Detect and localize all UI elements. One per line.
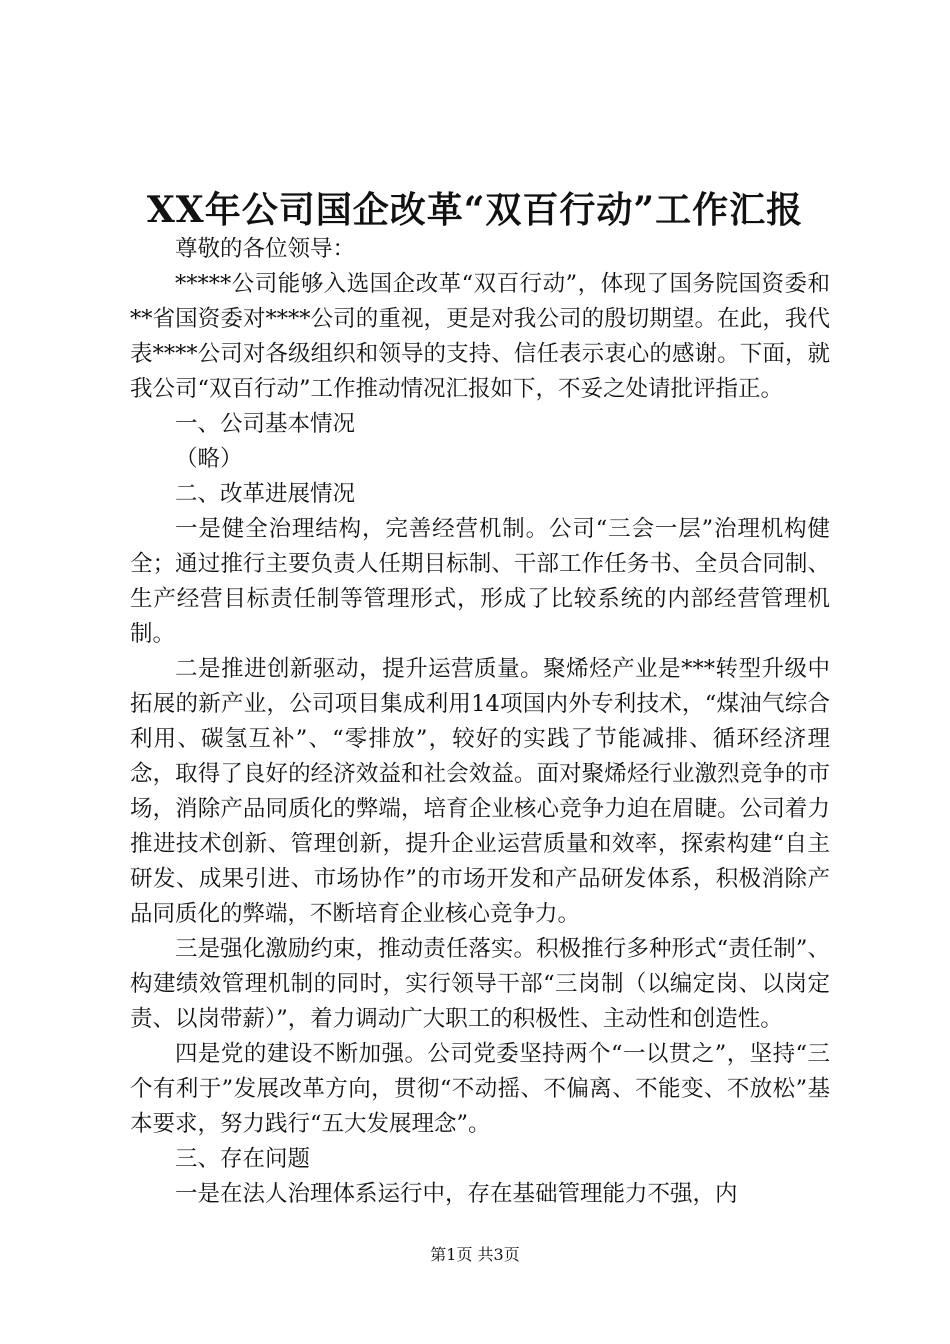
section-heading-basic-info: 一、公司基本情况 [175,411,356,437]
salutation: 尊敬的各位领导： [175,236,356,262]
document-body [130,232,830,1212]
page-footer: 第1页 共3页 [430,1245,520,1264]
progress-paragraph-1: 一是健全治理结构，完善经营机制。公司“三会一层”治理机构健全；通过推行主要负责人任期目标制、干部工作任务书、全员合同制、生产经营目标责任制等管理形式，形成了比较系统的内部经营管理机制。 [130,516,830,647]
intro-paragraph: *****公司能够入选国企改革“双百行动”，体现了国务院国资委和**省国资委对****公司的重视，更是对我公司的殷切期望。在此，我代表****公司对各级组织和领导的支持、信任表示衷心的感谢。下面，就我公司“双百行动”工作推动情况汇报如下，不妥之处请批评指正。 [130,271,830,402]
progress-paragraph-3: 三是强化激励约束，推动责任落实。积极推行多种形式“责任制”、构建绩效管理机制的同时，实行领导干部“三岗制（以编定岗、以岗定责、以岗带薪）”，着力调动广大职工的积极性、主动性和创造性。 [130,936,830,1032]
omitted-note: （略） [175,446,243,472]
document-title: XX年公司国企改革“双百行动”工作汇报 [146,189,804,231]
section-heading-problems: 三、存在问题 [175,1146,311,1172]
progress-paragraph-4: 四是党的建设不断加强。公司党委坚持两个“一以贯之”，坚持“三个有利于”发展改革方向，贯彻“不动摇、不偏离、不能变、不放松”基本要求，努力践行“五大发展理念”。 [130,1041,830,1137]
section-heading-progress: 二、改革进展情况 [175,481,356,507]
progress-paragraph-2: 二是推进创新驱动，提升运营质量。聚烯烃产业是***转型升级中拓展的新产业，公司项目集成利用14项国内外专利技术，“煤油气综合利用、碳氢互补”、“零排放”，较好的实践了节能减排、循环经济理念，取得了良好的经济效益和社会效益。面对聚烯烃行业激烈竞争的市场，消除产品同质化的弊端，培育企业核心竞争力迫在眉睫。公司着力推进技术创新、管理创新，提升企业运营质量和效率，探索构建“自主研发、成果引进、市场协作”的市场开发和产品研发体系，积极消除产品同质化的弊端，不断培育企业核心竞争力。 [130,656,830,927]
problems-paragraph-1: 一是在法人治理体系运行中，存在基础管理能力不强，内 [175,1181,738,1207]
